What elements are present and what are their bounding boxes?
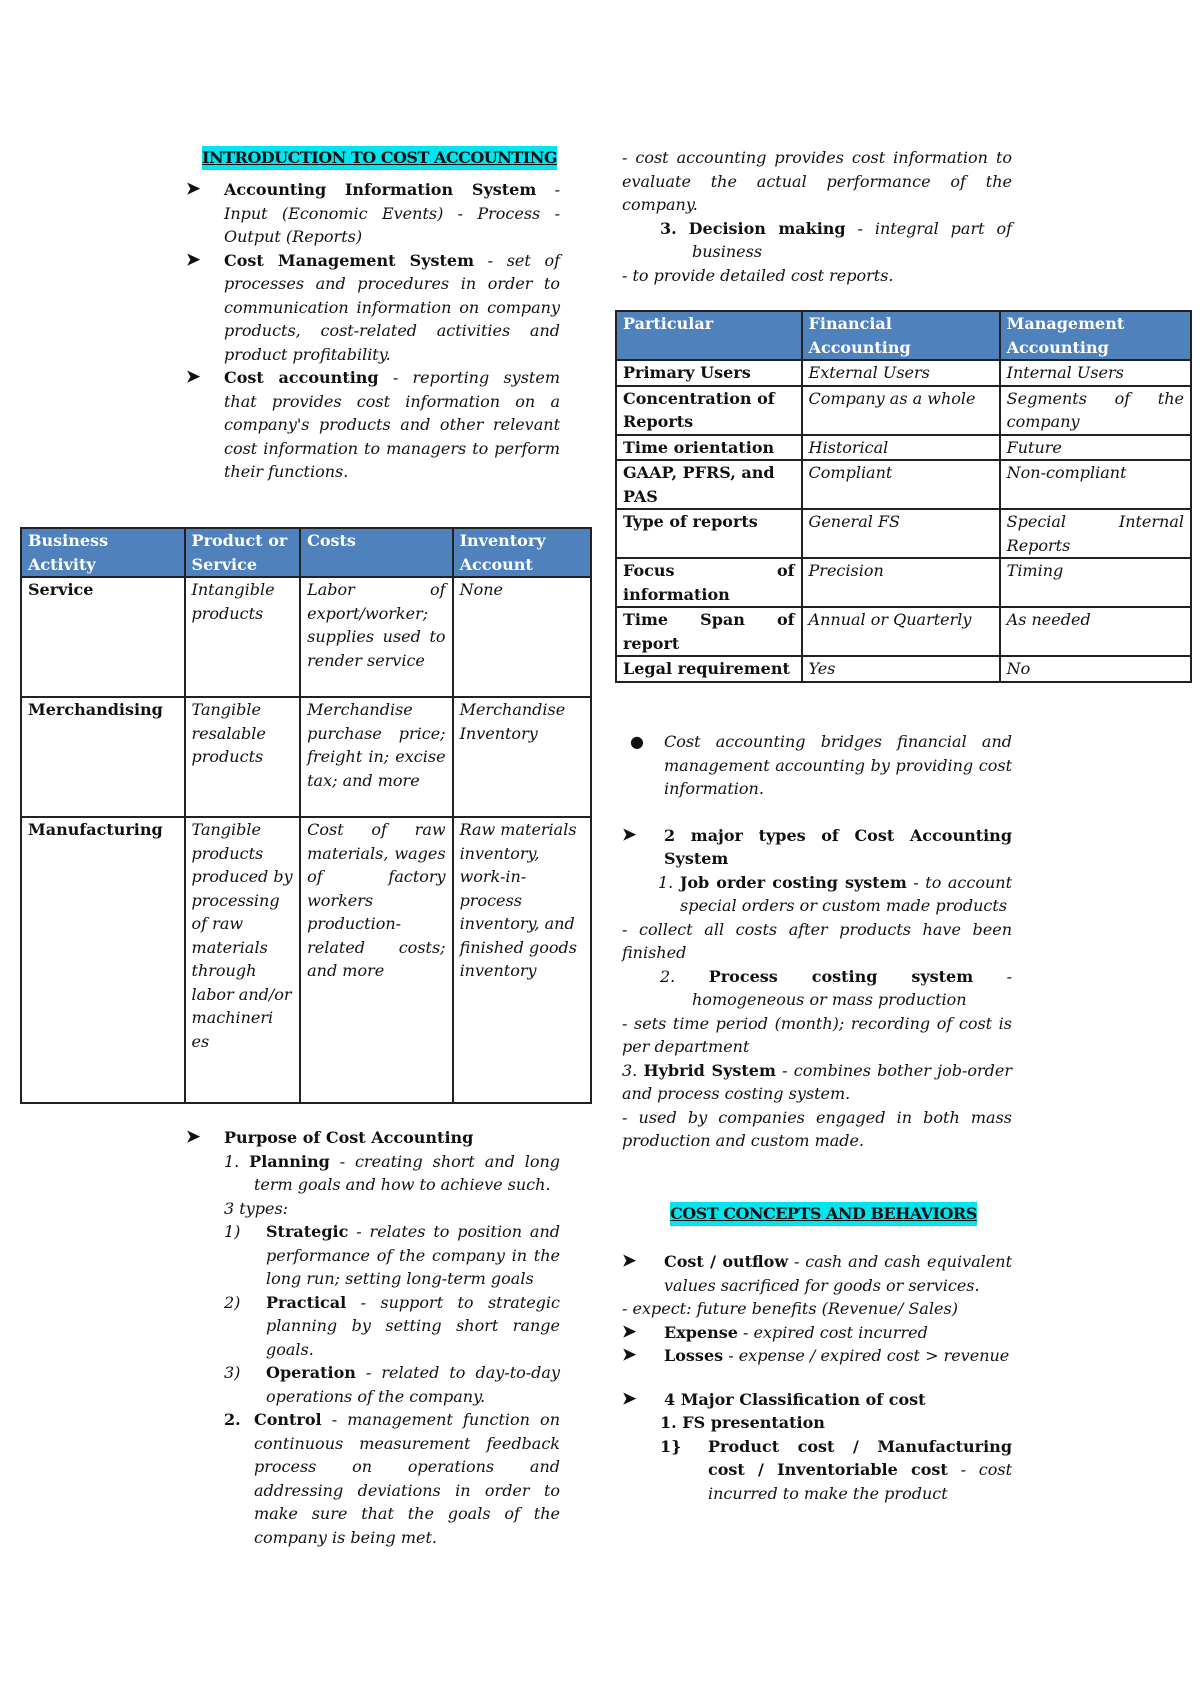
table-row: Legal requirement Yes No bbox=[616, 656, 1191, 682]
decision-item: 3. Decision making - integral part of business bbox=[660, 218, 1013, 261]
bridge-note: ● Cost accounting bridges financial and management accounting by providing cost information. bbox=[630, 732, 1012, 798]
type-item-strategic: 1) Strategic - relates to position and performance of the company in the long run; setting long-term goals bbox=[224, 1222, 560, 1288]
hybrid-item: 3. Hybrid System - combines bother job-order and process costing system. bbox=[622, 1060, 1012, 1103]
table-header: Management Accounting bbox=[1000, 311, 1191, 360]
planning-item: 1. Planning - creating short and long term goals and how to achieve such. bbox=[224, 1151, 561, 1194]
types-label: 3 types: bbox=[224, 1198, 289, 1218]
process-costing-sub: - sets time period (month); recording of cost is per department bbox=[622, 1013, 1012, 1056]
classification-title: ➤ 4 Major Classification of cost bbox=[622, 1388, 1012, 1412]
arrow-bullet-icon: ➤ bbox=[622, 1321, 637, 1342]
table-header-row bbox=[21, 528, 591, 577]
table-row: Time orientation Historical Future bbox=[616, 435, 1191, 461]
business-activity-table bbox=[20, 527, 592, 1104]
table-row: Type of reports General FS Special Internal Reports bbox=[616, 509, 1191, 558]
top-line: - cost accounting provides cost information to evaluate the actual performance of the company. bbox=[622, 148, 1012, 214]
table-header: Costs bbox=[300, 528, 452, 577]
table-row: GAAP, PFRS, and PAS Compliant Non-compliant bbox=[616, 460, 1191, 509]
table-row: Concentration of Reports Company as a whole Segments of the company bbox=[616, 386, 1191, 435]
arrow-bullet-icon: ➤ bbox=[622, 1251, 637, 1271]
table-row: Time Span of report Annual or Quarterly As needed bbox=[616, 607, 1191, 656]
process-costing-item: 2. Process costing system - homogeneous or mass production bbox=[660, 966, 1012, 1009]
arrow-bullet-icon: ➤ bbox=[186, 367, 201, 387]
table-row: Primary Users External Users Internal Users bbox=[616, 360, 1191, 386]
expense-item: ➤ Expense - expired cost incurred bbox=[622, 1321, 1012, 1345]
bullet-dot-icon: ● bbox=[630, 732, 644, 751]
fs-presentation-title: 1. FS presentation bbox=[660, 1413, 825, 1432]
product-cost-item: 1} Product cost / Manufacturing cost / Inventoriable cost - cost incurred to make the product bbox=[660, 1436, 1012, 1503]
arrow-bullet-icon: ➤ bbox=[622, 1388, 637, 1409]
arrow-bullet-icon: ➤ bbox=[622, 824, 637, 845]
section-heading-concepts: COST CONCEPTS AND BEHAVIORS bbox=[670, 1202, 977, 1226]
table-header: Product or Service bbox=[185, 528, 301, 577]
control-item: 2. Control - management function on continuous measurement feedback process on operations and addressing deviations in order to make sure that the goals of the company is being met. bbox=[224, 1410, 560, 1547]
table-row: Focus of information Precision Timing bbox=[616, 558, 1191, 607]
hybrid-sub: - used by companies engaged in both mass production and custom made. bbox=[622, 1107, 1012, 1150]
arrow-bullet-icon: ➤ bbox=[186, 249, 201, 270]
arrow-bullet-icon: ➤ bbox=[186, 179, 201, 199]
section-heading-intro: INTRODUCTION TO COST ACCOUNTING bbox=[202, 146, 557, 170]
cost-item: ➤ Cost / outflow - cash and cash equivalent values sacrificed for goods or services. bbox=[622, 1251, 1013, 1295]
bullet-cms: ➤ Cost Management System - set of processes and procedures in order to communication information on company products, cost-related activities and product profitability. bbox=[186, 249, 560, 364]
table-header-row bbox=[616, 311, 1191, 360]
arrow-bullet-icon: ➤ bbox=[622, 1345, 637, 1365]
table-row: Service Intangible products Labor of export/worker; supplies used to render service None bbox=[21, 577, 591, 697]
bullet-cost-accounting: ➤ Cost accounting - reporting system that provides cost information on a company's products and other relevant cost information to managers to perform their functions. bbox=[186, 367, 560, 481]
bullet-ais: ➤ Accounting Information System - Input (Economic Events) - Process - Output (Reports) bbox=[186, 179, 560, 246]
table-row: Merchandising Tangible resalable products Merchandise purchase price; freight in; excise tax; and more Merchandise Inventory bbox=[21, 697, 591, 817]
job-order-sub: - collect all costs after products have been finished bbox=[622, 919, 1012, 962]
job-order-item: 1. Job order costing system - to account special orders or custom made products bbox=[658, 872, 1013, 915]
accounting-comparison-table bbox=[615, 310, 1192, 683]
table-header: Inventory Account bbox=[453, 528, 591, 577]
table-header: Financial Accounting bbox=[802, 311, 1000, 360]
types-title: ➤ 2 major types of Cost Accounting System bbox=[622, 824, 1012, 868]
cost-sub: - expect: future benefits (Revenue/ Sales) bbox=[622, 1299, 958, 1318]
type-item-operation: 3) Operation - related to day-to-day operations of the company. bbox=[224, 1363, 560, 1406]
purpose-title: ➤ Purpose of Cost Accounting bbox=[224, 1126, 560, 1150]
decision-sub: - to provide detailed cost reports. bbox=[622, 265, 894, 285]
arrow-bullet-icon: ➤ bbox=[186, 1127, 201, 1147]
table-row: Manufacturing Tangible products produced by processing of raw materials through labor and/or machineri es Cost of raw materials, wages of factory workers production-related costs; and more Raw materials inventory, work-in-process inventory, and finished goods inventory bbox=[21, 817, 591, 1103]
table-header: Particular bbox=[616, 311, 802, 360]
type-item-practical: 2) Practical - support to strategic planning by setting short range goals. bbox=[224, 1292, 560, 1359]
table-header: Business Activity bbox=[21, 528, 185, 577]
losses-item: ➤ Losses - expense / expired cost > revenue bbox=[622, 1344, 1012, 1368]
